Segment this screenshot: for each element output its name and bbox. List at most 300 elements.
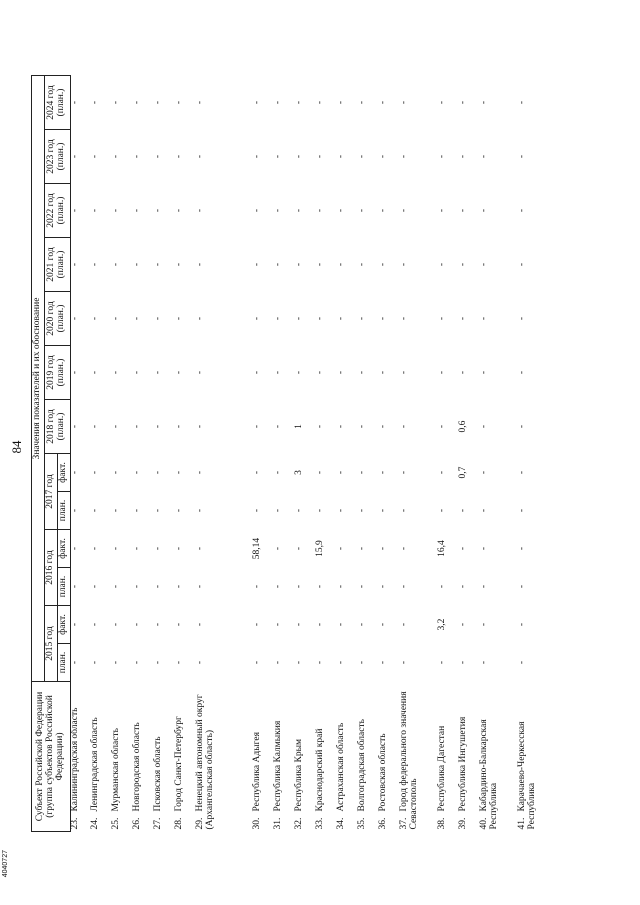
fact-subheader: факт. [57, 606, 70, 644]
value-cell: - [294, 100, 305, 105]
value-cell: - [294, 154, 305, 159]
value-cell: - [195, 546, 206, 551]
value-cell: - [69, 508, 80, 513]
value-cell: - [273, 660, 284, 665]
value-cell: - [479, 546, 490, 551]
value-cell: - [399, 100, 410, 105]
value-cell: - [378, 660, 389, 665]
value-cell: - [437, 470, 448, 475]
value-cell: - [479, 584, 490, 589]
value-cell: - [294, 660, 305, 665]
value-cell: - [315, 370, 326, 375]
value-cell: - [90, 100, 101, 105]
value-cell: - [378, 370, 389, 375]
row-number: 29. [195, 817, 206, 830]
value-cell: - [90, 470, 101, 475]
subject-name: Новгородская область [132, 722, 143, 812]
plan-subheader: план. [57, 568, 70, 606]
value-cell: - [517, 622, 528, 627]
value-cell: - [195, 370, 206, 375]
value-cell: - [69, 622, 80, 627]
value-cell: 3 [294, 470, 305, 475]
value-cell: - [252, 508, 263, 513]
value-cell: - [174, 622, 185, 627]
value-cell: - [153, 262, 164, 267]
subject-name: Республика Калмыкия [273, 720, 284, 812]
value-cell: - [69, 316, 80, 321]
value-cell: - [153, 622, 164, 627]
table-row [274, 76, 295, 832]
value-cell: - [273, 370, 284, 375]
value-cell: - [336, 154, 347, 159]
value-cell: - [399, 584, 410, 589]
value-cell: - [69, 584, 80, 589]
value-cell: - [357, 100, 368, 105]
value-cell: - [174, 660, 185, 665]
value-cell: 0,7 [458, 466, 469, 479]
subject-name: Город федерального значения Севастополь [399, 691, 420, 830]
value-cell: - [294, 316, 305, 321]
row-number: 40. [479, 817, 490, 830]
row-number: 38. [437, 817, 448, 830]
value-cell: - [252, 584, 263, 589]
value-cell: - [174, 262, 185, 267]
value-cell: - [294, 370, 305, 375]
value-cell: - [195, 208, 206, 213]
subject-name: Калининградская область [69, 707, 80, 812]
row-number: 41. [517, 817, 528, 830]
value-cell: - [111, 660, 122, 665]
subject-name: Город Санкт-Петербург [174, 716, 185, 812]
value-cell: - [174, 546, 185, 551]
value-cell: - [69, 546, 80, 551]
value-cell: - [378, 508, 389, 513]
value-cell: - [357, 316, 368, 321]
value-cell: - [69, 154, 80, 159]
subject-name: Астраханская область [336, 722, 347, 812]
value-cell: - [315, 262, 326, 267]
value-cell: - [399, 208, 410, 213]
value-cell: - [336, 660, 347, 665]
table-row [154, 76, 175, 832]
value-cell: - [195, 660, 206, 665]
value-cell: - [378, 546, 389, 551]
value-cell: - [273, 154, 284, 159]
value-cell: - [153, 660, 164, 665]
value-cell: - [517, 470, 528, 475]
table-row [337, 76, 358, 832]
value-cell: - [315, 154, 326, 159]
value-cell: - [252, 622, 263, 627]
value-cell: 1 [294, 424, 305, 429]
value-cell: - [273, 584, 284, 589]
value-cell: - [294, 546, 305, 551]
value-cell: 3,2 [437, 618, 448, 631]
value-cell: - [69, 208, 80, 213]
value-cell: - [132, 262, 143, 267]
table-row [379, 76, 400, 832]
value-cell: - [479, 154, 490, 159]
value-cell: - [195, 154, 206, 159]
value-cell: - [479, 508, 490, 513]
value-cell: - [69, 100, 80, 105]
value-cell: - [90, 622, 101, 627]
value-cell: - [273, 100, 284, 105]
value-cell: - [336, 100, 347, 105]
row-number: 35. [357, 817, 368, 830]
value-cell: - [357, 262, 368, 267]
subject-cell [316, 682, 337, 832]
row-number: 32. [294, 817, 305, 830]
value-cell: - [132, 424, 143, 429]
value-cell: - [111, 622, 122, 627]
value-cell: - [111, 100, 122, 105]
value-cell: - [195, 508, 206, 513]
table-row [400, 76, 438, 832]
value-cell: - [153, 154, 164, 159]
value-cell: - [336, 370, 347, 375]
value-cell: - [252, 208, 263, 213]
table-row [253, 76, 274, 832]
value-cell: - [517, 546, 528, 551]
value-cell: - [357, 546, 368, 551]
value-cell: - [132, 470, 143, 475]
row-number: 34. [336, 817, 347, 830]
subject-cell [337, 682, 358, 832]
value-cell: - [153, 546, 164, 551]
value-cell: - [90, 660, 101, 665]
subject-cell [196, 682, 253, 832]
table-row [133, 76, 154, 832]
value-cell: - [399, 262, 410, 267]
value-cell: - [437, 508, 448, 513]
value-cell: - [111, 508, 122, 513]
row-number: 26. [132, 817, 143, 830]
value-cell: - [357, 584, 368, 589]
row-number: 33. [315, 817, 326, 830]
subject-cell [154, 682, 175, 832]
value-cell: - [336, 208, 347, 213]
year-2018-header: 2018 год (план.) [44, 400, 70, 454]
value-cell: - [357, 470, 368, 475]
value-cell: - [378, 424, 389, 429]
value-cell: - [517, 508, 528, 513]
indicators-table [31, 75, 556, 832]
subject-cell [400, 682, 438, 832]
value-cell: - [174, 424, 185, 429]
value-cell: - [132, 316, 143, 321]
value-cell: - [294, 508, 305, 513]
value-cell: - [90, 370, 101, 375]
row-number: 36. [378, 817, 389, 830]
fact-subheader: факт. [57, 454, 70, 492]
value-cell: - [357, 208, 368, 213]
subject-name: Волгоградская область [357, 719, 368, 812]
value-cell: - [399, 370, 410, 375]
value-cell: - [111, 262, 122, 267]
value-cell: - [252, 100, 263, 105]
value-cell: - [458, 100, 469, 105]
table-row [358, 76, 379, 832]
subject-column-header: Субъект Российской Федерации (группа субъектов Российской Федерации) [32, 682, 71, 832]
value-cell: - [153, 100, 164, 105]
value-cell: - [357, 622, 368, 627]
value-cell: - [132, 370, 143, 375]
value-cell: - [315, 316, 326, 321]
value-cell: - [294, 208, 305, 213]
table-body [70, 76, 556, 832]
value-cell: - [153, 316, 164, 321]
value-cell: - [458, 316, 469, 321]
table-row [316, 76, 337, 832]
value-cell: - [90, 208, 101, 213]
year-2024-header: 2024 год (план.) [44, 76, 70, 130]
year-2019-header: 2019 год (план.) [44, 346, 70, 400]
table-row [480, 76, 518, 832]
value-cell: - [378, 622, 389, 627]
value-cell: - [111, 208, 122, 213]
value-cell: - [517, 660, 528, 665]
table-row [196, 76, 253, 832]
value-cell: - [69, 370, 80, 375]
value-cell: 16,4 [437, 540, 448, 557]
value-cell: - [111, 584, 122, 589]
value-cell: - [195, 316, 206, 321]
subject-cell [133, 682, 154, 832]
subject-cell [295, 682, 316, 832]
row-number: 30. [252, 817, 263, 830]
value-cell: - [153, 208, 164, 213]
value-cell: - [458, 584, 469, 589]
subject-cell [480, 682, 518, 832]
year-2016-header: 2016 год [44, 530, 57, 606]
value-cell: - [399, 424, 410, 429]
value-cell: - [252, 660, 263, 665]
value-cell: - [479, 370, 490, 375]
value-cell: - [336, 424, 347, 429]
value-cell: - [195, 100, 206, 105]
value-cell: - [399, 622, 410, 627]
value-cell: - [195, 622, 206, 627]
value-cell: - [399, 470, 410, 475]
value-cell: - [195, 584, 206, 589]
value-cell: - [315, 424, 326, 429]
value-cell: - [458, 208, 469, 213]
table-row [112, 76, 133, 832]
subject-cell [274, 682, 295, 832]
subject-cell [358, 682, 379, 832]
value-cell: - [69, 424, 80, 429]
value-cell: - [357, 154, 368, 159]
value-cell: - [90, 424, 101, 429]
value-cell: - [111, 370, 122, 375]
row-number: 25. [111, 817, 122, 830]
value-cell: - [517, 316, 528, 321]
value-cell: - [294, 262, 305, 267]
subject-cell [253, 682, 274, 832]
subject-name: Псковская область [153, 736, 164, 812]
value-cell: - [273, 508, 284, 513]
value-cell: - [153, 508, 164, 513]
value-cell: - [517, 424, 528, 429]
subject-name: Ленинградская область [90, 717, 101, 812]
subject-name: Республика Ингушетия [458, 716, 469, 812]
value-cell: - [132, 584, 143, 589]
value-cell: - [90, 262, 101, 267]
year-2022-header: 2022 год (план.) [44, 184, 70, 238]
row-number: 28. [174, 817, 185, 830]
row-number: 23. [69, 817, 80, 830]
value-cell: - [479, 622, 490, 627]
value-cell: - [517, 154, 528, 159]
subject-name: Республика Дагестан [437, 725, 448, 812]
value-cell: - [153, 470, 164, 475]
row-number: 27. [153, 817, 164, 830]
year-2023-header: 2023 год (план.) [44, 130, 70, 184]
value-cell: - [132, 508, 143, 513]
value-cell: 15,9 [315, 540, 326, 557]
value-cell: - [357, 370, 368, 375]
value-cell: - [517, 370, 528, 375]
value-cell: - [378, 100, 389, 105]
value-cell: - [273, 208, 284, 213]
value-cell: - [458, 370, 469, 375]
value-cell: - [132, 622, 143, 627]
value-cell: - [174, 584, 185, 589]
subject-cell [70, 682, 91, 832]
value-cell: - [195, 262, 206, 267]
value-cell: - [378, 584, 389, 589]
value-cell: - [315, 660, 326, 665]
value-cell: 58,14 [252, 537, 263, 560]
value-cell: - [252, 370, 263, 375]
value-cell: - [458, 660, 469, 665]
value-cell: - [336, 622, 347, 627]
value-cell: - [437, 208, 448, 213]
value-cell: - [437, 262, 448, 267]
value-cell: - [437, 424, 448, 429]
value-cell: - [294, 622, 305, 627]
value-cell: - [90, 154, 101, 159]
value-cell: - [479, 316, 490, 321]
value-cell: - [458, 262, 469, 267]
table-row [438, 76, 459, 832]
value-cell: - [153, 424, 164, 429]
table-row [70, 76, 91, 832]
value-cell: - [437, 316, 448, 321]
value-cell: - [174, 370, 185, 375]
value-cell: - [357, 660, 368, 665]
value-cell: - [273, 262, 284, 267]
value-cell: - [479, 424, 490, 429]
subject-cell [175, 682, 196, 832]
value-cell: - [517, 100, 528, 105]
subject-name: Республика Крым [294, 738, 305, 812]
value-cell: - [111, 546, 122, 551]
value-cell: - [458, 622, 469, 627]
value-cell: - [378, 262, 389, 267]
value-cell: - [517, 208, 528, 213]
value-cell: - [273, 546, 284, 551]
value-cell: - [479, 262, 490, 267]
value-cell: - [517, 584, 528, 589]
table-row [459, 76, 480, 832]
value-cell: - [90, 546, 101, 551]
value-cell: - [437, 100, 448, 105]
value-cell: - [174, 508, 185, 513]
value-cell: - [69, 470, 80, 475]
value-cell: - [315, 584, 326, 589]
value-cell: - [195, 424, 206, 429]
value-cell: - [132, 546, 143, 551]
value-cell: - [315, 208, 326, 213]
values-group-header: Значения показателей и их обоснование [32, 76, 45, 682]
plan-subheader: план. [57, 644, 70, 682]
value-cell: - [479, 208, 490, 213]
value-cell: - [336, 316, 347, 321]
value-cell: - [132, 208, 143, 213]
table-row [295, 76, 316, 832]
page-number: 84 [9, 440, 24, 454]
year-2021-header: 2021 год (план.) [44, 238, 70, 292]
subject-cell [379, 682, 400, 832]
value-cell: - [378, 470, 389, 475]
value-cell: - [315, 622, 326, 627]
value-cell: - [111, 424, 122, 429]
value-cell: - [336, 262, 347, 267]
year-2017-header: 2017 год [44, 454, 57, 530]
value-cell: - [437, 584, 448, 589]
value-cell: - [90, 584, 101, 589]
value-cell: - [174, 208, 185, 213]
value-cell: - [252, 316, 263, 321]
value-cell: - [437, 660, 448, 665]
row-number: 31. [273, 817, 284, 830]
row-number: 39. [458, 817, 469, 830]
value-cell: - [336, 508, 347, 513]
value-cell: - [132, 100, 143, 105]
year-2015-header: 2015 год [44, 606, 57, 682]
value-cell: - [111, 470, 122, 475]
subject-name: Республика Адыгея [252, 732, 263, 812]
value-cell: - [437, 154, 448, 159]
table-row [175, 76, 196, 832]
table-row [518, 76, 556, 832]
value-cell: - [315, 470, 326, 475]
value-cell: - [399, 316, 410, 321]
value-cell: - [378, 154, 389, 159]
value-cell: - [315, 100, 326, 105]
value-cell: - [252, 424, 263, 429]
value-cell: - [399, 508, 410, 513]
subject-cell [459, 682, 480, 832]
value-cell: - [153, 584, 164, 589]
subject-cell [518, 682, 556, 832]
value-cell: - [458, 546, 469, 551]
value-cell: - [357, 424, 368, 429]
value-cell: - [174, 316, 185, 321]
value-cell: - [357, 508, 368, 513]
subject-name: Ненецкий автономный округ (Архангельская область) [195, 694, 216, 830]
document-code: 4040727 [2, 850, 9, 878]
subject-name: Карачаево-Черкесская Республика [517, 721, 538, 830]
value-cell: - [252, 154, 263, 159]
value-cell: - [252, 262, 263, 267]
value-cell: - [294, 584, 305, 589]
plan-subheader: план. [57, 492, 70, 530]
value-cell: - [111, 316, 122, 321]
value-cell: - [174, 470, 185, 475]
